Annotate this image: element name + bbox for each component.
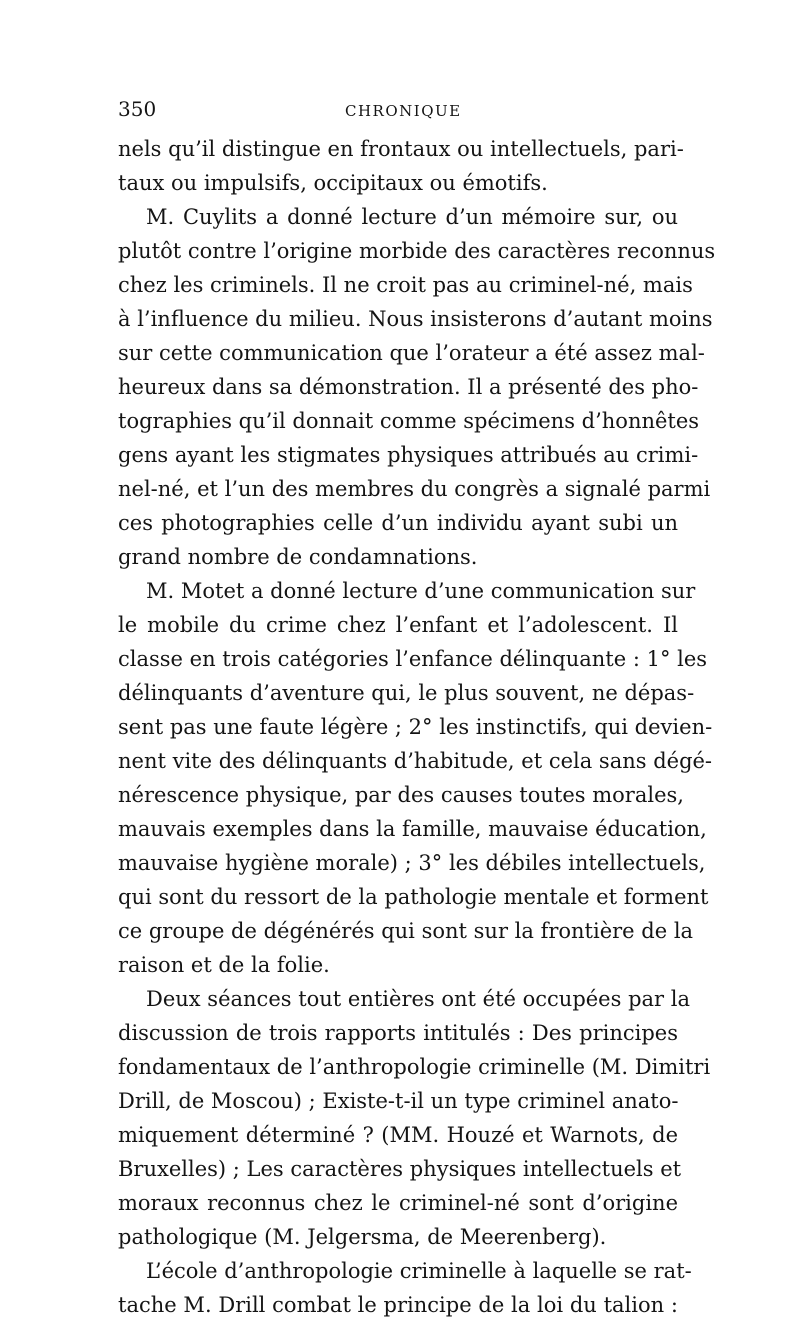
text-line: mauvais exemples dans la famille, mauvaise éducation, — [118, 817, 707, 841]
text-line: sent pas une faute légère ; 2° les instinctifs, qui devien- — [118, 715, 713, 739]
text-line: gens ayant les stigmates physiques attribués au crimi- — [118, 443, 699, 467]
text-line: heureux dans sa démonstration. Il a présenté des pho- — [118, 375, 699, 399]
text-line: Deux séances tout entières ont été occupées par la — [146, 987, 690, 1011]
text-line: le mobile du crime chez l’enfant et l’adolescent. Il — [118, 613, 678, 637]
page-header — [118, 94, 678, 124]
text-line: qui sont du ressort de la pathologie mentale et forment — [118, 885, 709, 909]
text-line: nels qu’il distingue en frontaux ou intellectuels, pari- — [118, 137, 684, 161]
text-line: Drill, de Moscou) ; Existe-t-il un type criminel anato- — [118, 1089, 679, 1113]
running-head: CHRONIQUE — [345, 102, 462, 120]
text-line: pathologique (M. Jelgersma, de Meerenberg). — [118, 1225, 607, 1249]
text-line: classe en trois catégories l’enfance délinquante : 1° les — [118, 647, 708, 671]
text-line: M. Motet a donné lecture d’une communication sur — [146, 579, 696, 603]
text-line: L’école d’anthropologie criminelle à laquelle se rat- — [146, 1259, 692, 1283]
text-line: nel-né, et l’un des membres du congrès a signalé parmi — [118, 477, 711, 501]
text-line: tographies qu’il donnait comme spécimens d’honnêtes — [118, 409, 700, 433]
text-line: nent vite des délinquants d’habitude, et cela sans dégé- — [118, 749, 713, 773]
text-line: tache M. Drill combat le principe de la loi du talion : — [118, 1293, 678, 1317]
text-line: mauvaise hygiène morale) ; 3° les débiles intellectuels, — [118, 851, 706, 875]
text-line: nérescence physique, par des causes toutes morales, — [118, 783, 684, 807]
text-line: moraux reconnus chez le criminel-né sont d’origine — [118, 1191, 678, 1215]
text-line: plutôt contre l’origine morbide des caractères reconnus — [118, 239, 716, 263]
text-line: délinquants d’aventure qui, le plus souvent, ne dépas- — [118, 681, 695, 705]
text-line: ce groupe de dégénérés qui sont sur la frontière de la — [118, 919, 694, 943]
text-line: miquement déterminé ? (MM. Houzé et Warnots, de — [118, 1123, 678, 1147]
text-line: à l’influence du milieu. Nous insisterons d’autant moins — [118, 307, 713, 331]
text-line: discussion de trois rapports intitulés : Des principes — [118, 1021, 678, 1045]
page-number: 350 — [118, 97, 157, 121]
text-line: sur cette communication que l’orateur a été assez mal- — [118, 341, 705, 365]
text-line: ces photographies celle d’un individu ayant subi un — [118, 511, 678, 535]
text-line: Bruxelles) ; Les caractères physiques intellectuels et — [118, 1157, 682, 1181]
text-line: M. Cuylits a donné lecture d’un mémoire sur, ou — [146, 205, 678, 229]
text-line: raison et de la folie. — [118, 953, 330, 977]
text-line: grand nombre de condamnations. — [118, 545, 478, 569]
text-line: fondamentaux de l’anthropologie criminelle (M. Dimitri — [118, 1055, 711, 1079]
text-line: taux ou impulsifs, occipitaux ou émotifs. — [118, 171, 548, 195]
page-body — [118, 132, 716, 1322]
text-line: chez les criminels. Il ne croit pas au criminel-né, mais — [118, 273, 693, 297]
